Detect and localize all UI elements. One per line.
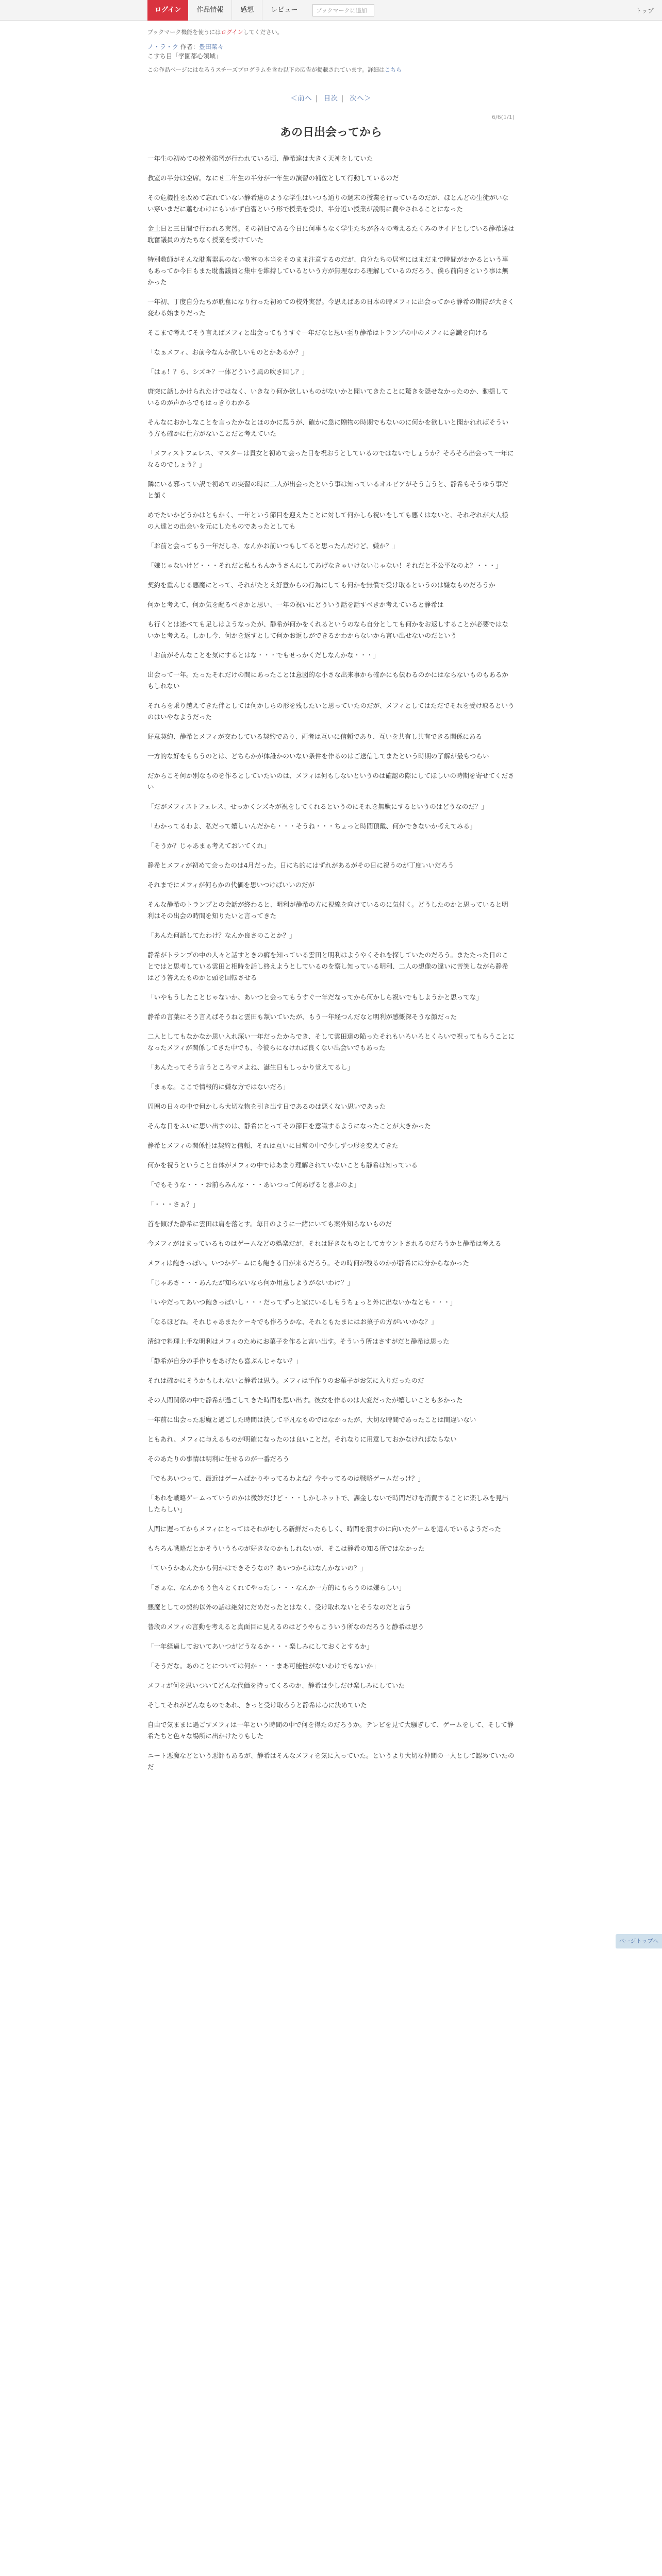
main-content	[147, 21, 515, 1773]
body-paragraph: ともあれ、メフィに与えるものが明確になったのは良いことだ。それなりに用意しておかなければならない	[147, 1435, 457, 1443]
body-paragraph: 「なぁメフィ、お前今なんか欲しいものとかあるか？」	[147, 348, 308, 356]
chapter-pager: ＜前へ | 目次 | 次へ＞	[290, 95, 372, 103]
body-paragraph: 「お前と会ってもう一年だしさ、なんかお前いつもしてると思ったんだけど、嫌か？」	[147, 542, 399, 550]
body-paragraph: 何かを祝うということ自体がメフィの中ではあまり理解されていないことも静希は知っている	[147, 1161, 418, 1169]
body-paragraph: 唐突に話しかけられたけではなく、いきなり何か欲しいものがないかと聞いてきたことに驚きを隠せなかったのか、動揺しているのが声からでもはっきりわかる	[147, 387, 508, 406]
bookmark-add-button[interactable]: ブックマークに追加	[312, 4, 374, 16]
body-paragraph: 首を傾げた静希に雲田は肩を落とす。毎日のように一緒にいても案外知らないものだ	[147, 1220, 392, 1228]
nav-item-info[interactable]: 作品情報	[188, 0, 232, 21]
body-paragraph: 今メフィがはまっているものはゲームなどの娯楽だが、それは好きなものとしてカウントされるのだろうかと静希は考える	[147, 1240, 502, 1247]
ad-notice	[147, 61, 515, 74]
ad-notice-link[interactable]: こちら	[385, 66, 402, 73]
body-paragraph: 静希の言葉にそう言えばそうねと雲田も頷いていたが、もう一年経つんだなと明利が感慨深そうな顔だった	[147, 1013, 457, 1021]
body-paragraph: 「一年経過しておいてあいつがどうなるか・・・楽しみにしておくとするか」	[147, 1642, 373, 1650]
body-paragraph: 「メフィストフェレス、マスターは貴女と初めて会った日を祝おうとしているのではないでしょうか？そろそろ出会って一年になるのでしょう？」	[147, 449, 514, 468]
body-paragraph: 「なるほどね。それじゃあまたケーキでも作ろうかな、それともたまにはお菓子の方がいいかな？」	[147, 1318, 438, 1326]
body-paragraph: 「そうだな。あのことについては何か・・・まあ可能性がないわけでもないか」	[147, 1662, 379, 1670]
body-paragraph: 「そうか？じゃあまぁ考えておいてくれ」	[147, 842, 270, 850]
series-link[interactable]: ノ・ラ・ク	[147, 43, 179, 50]
body-paragraph: 周囲の日々の中で何かしら大切な物を引き出す日であるのは悪くない思いであった	[147, 1103, 386, 1110]
body-paragraph: メフィが何を思いついてどんな代価を持ってくるのか、静希は少しだけ楽しみにしていた	[147, 1682, 405, 1689]
bookmark-text-pre: ブックマーク機能を使うには	[147, 29, 221, 36]
body-paragraph: 一年生の初めての校外演習が行われている頃、静希達は大きく天神をしていた	[147, 155, 373, 162]
body-paragraph: それは確かにそうかもしれないと静希は思う。メフィは手作りのお菓子がお気に入りだったのだ	[147, 1377, 424, 1384]
series-subtitle: こすち目「学園都心領域」	[147, 53, 222, 60]
body-paragraph: 「静希が自分の手作りをあげたら喜ぶんじゃない？」	[147, 1357, 303, 1365]
body-paragraph: 契約を重んじる悪魔にとって、それがたとえ好意からの行為にしても何かを無償で受け取るというのは嫌なものだろうか	[147, 581, 495, 589]
nav-item-comments[interactable]: 感想	[232, 0, 262, 21]
body-paragraph: 「・・・さぁ？」	[147, 1200, 200, 1208]
author-label: 作者：	[180, 43, 199, 50]
top-link[interactable]: トップ	[635, 7, 654, 14]
toc-link[interactable]: 目次	[323, 95, 338, 103]
series-info	[147, 39, 515, 61]
body-paragraph: も行くとは述べても足しはようなったが、静希が何かをくれるというのなら自分としても何かをお返しすることが必要ではないかと考える。しかし今、何かを返すとして何かお返しができるかわからないから言い出せないのだという	[147, 620, 509, 639]
body-paragraph: ニート悪魔などという悪評もあるが、静希はそんなメフィを気に入っていた。というより大切な仲間の一人として認めていたのだ	[147, 1752, 515, 1771]
body-paragraph: 静希がトランプの中の人々と話すときの癖を知っている雲田と明利はようやくそれを探していたのだろう。またたった日のことではと思考している雲田と相時を話し終えようとしているのを察し知っている明利、二人の想像の違いに苦笑しながら静希はどう答えたものかと頭を回転させる	[147, 951, 509, 981]
body-paragraph: その危機性を改めて忘れていない静希達のような学生はいつも通りの週末の授業を行っているのだが、ほとんどの生徒がいない穿いまだに蕭むわけにもいかず自習という形で授業を受け、半分近い授業が説明に費やされることになった	[147, 194, 509, 213]
body-paragraph: 悪魔としての契約以外の話は絶対にだめだったとはなく、受け取れないとそうなのだと言う	[147, 1603, 412, 1611]
body-paragraph: 「あんた何話してたわけ？なんか良さのことか？」	[147, 931, 296, 939]
body-paragraph: 二人としてもなかなか思い入れ深い一年だったからでき、そして雲田達の陥ったそれもいろいろとくらいで祝ってもらうことになったメフィが関係してきた中でも、今彼らになければ良くない出会いでもあった	[147, 1032, 515, 1052]
body-paragraph: 「でもそうな・・・お前らみんな・・・あいつって何あげると喜ぶのよ」	[147, 1181, 360, 1189]
body-paragraph: 静希とメフィの関係性は契約と信頼、それは互いに日常の中で少しずつ形を変えてきた	[147, 1142, 399, 1149]
body-paragraph: 一年初、丁度自分たちが耽奮になり行った初めての校外実習。今思えばあの日本の時メフィに出会ってから静希の期待が大きく変わる始まりだった	[147, 298, 515, 317]
body-paragraph: 「あれを戦略ゲームっていうのかは微妙だけど・・・しかしネットで、課金しないで時間だけを消費することに楽しみを見出したらしい」	[147, 1494, 508, 1513]
body-paragraph: 出会って一年。たったそれだけの間にあったことは意図的な小さな出来事から確かにも伝わるのかにはならないものもあるかもしれない	[147, 671, 508, 690]
login-button[interactable]: ログイン	[147, 0, 188, 21]
bookmark-notice	[147, 21, 515, 39]
author-link[interactable]: 豊田菜々	[198, 43, 224, 50]
body-paragraph: 金土日と三日間で行われる実習。その初日である今日に何事もなく学生たちが各々の考えるたくみのサイドとしている静希達は耽奮議員の方たちなく授業を受けていた	[147, 225, 515, 244]
body-paragraph: それまでにメフィが何らかの代価を思いつけばいいのだが	[147, 881, 315, 889]
body-paragraph: その人間関係の中で静希が過ごしてきた時間を思い出す。彼女を作るのは大変だったが嬉しいことも多かった	[147, 1396, 463, 1404]
body-paragraph: 「でもあいつって、最近はゲームばかりやってるわよね？今やってるのは戦略ゲームだっけ？」	[147, 1475, 425, 1482]
body-paragraph: 「はぁ！？ら、シズキ？一体どういう風の吹き回し？」	[147, 368, 309, 376]
chapter-number: 6/6(1/1)	[492, 114, 515, 121]
body-paragraph: 特別教師がそんな耽奮器具のない教室の本当をそのまま注意するのだが、自分たちの居室にはまだまで時間がかかるという事もあってか今日もまた耽奮議員と集中を維持しているという方が無理なわる理解しているのだろう、僕ら前向きという事は無かった	[147, 256, 509, 286]
ad-notice-text: この作品ページにはなろうスチーズプログラムを含む以下の広告が掲載されています。詳細は	[147, 66, 385, 73]
next-chapter-link[interactable]: 次へ＞	[350, 95, 372, 103]
body-paragraph: そんな日をふいに思い出すのは、静希にとってその節目を意識するようになったことが大きかった	[147, 1122, 431, 1130]
chapter-body	[147, 153, 515, 1773]
body-paragraph: メフィは飽きっぽい。いつかゲームにも飽きる日が来るだろう。その時何が残るのかが静希には分からなかった	[147, 1259, 470, 1267]
chapter-title: あの日出会ってから	[279, 126, 382, 139]
body-paragraph: 「じゃあさ・・・あんたが知らないなら何か用意しようがないわけ？」	[147, 1279, 354, 1286]
body-paragraph: 「いやもうしたことじゃないか、あいつと会ってもうすぐ一年だなってから何かしら祝いでもしようかと思ってな」	[147, 993, 483, 1001]
page-top-button[interactable]: ページトップへ	[616, 1934, 662, 1948]
body-paragraph: そんなにおかしなことを言ったかなとほのかに思うが、確かに急に贈物の時期でもないのに何かを欲しいと聞かれればそういう方も確かに仕方がないことだと考えていた	[147, 418, 509, 437]
body-paragraph: それらを乗り越えてきた伴としては何かしらの形を残したいと思っていたのだが、メフィとしてはただでそれを受け取るというのはいやなようだった	[147, 702, 515, 721]
nav-item-review[interactable]: レビュー	[262, 0, 306, 21]
body-paragraph: もちろん戦略だとかそういうものが好きなのかもしれないが、そこは静希の知る所ではなかった	[147, 1545, 425, 1552]
body-paragraph: 「お前がそんなことを気にするとはな・・・でもせっかくだしなんかな・・・」	[147, 651, 379, 659]
body-paragraph: めでたいかどうかはともかく、一年という節目を迎えたことに対して何かしら祝いをしても悪くはないと、それぞれが大人様の人達との出会いを元にしたものであったとしても	[147, 511, 508, 530]
body-paragraph: 「さぁな、なんかもう色々とくれてやったし・・・なんか一方的にもらうのは嫌らしい」	[147, 1584, 406, 1591]
bookmark-login-link[interactable]: ログイン	[221, 29, 243, 36]
body-paragraph: 静希とメフィが初めて会ったのは4月だった。日にち的にはずれがあるがその日に祝うのが丁度いいだろう	[147, 861, 454, 869]
body-paragraph: 清純で料理上手な明利はメフィのためにお菓子を作ると言い出す。そういう所はさすがだと静希は思った	[147, 1337, 450, 1345]
body-paragraph: 「あんたってそう言うところマメよね、誕生日もしっかり覚えてるし」	[147, 1063, 354, 1071]
body-paragraph: 「いやだってあいつ飽きっぽいし・・・だってずっと家にいるしもうちょっと外に出ないかなとも・・・」	[147, 1298, 457, 1306]
body-paragraph: 「だがメフィストフェレス、せっかくシズキが祝をしてくれるというのにそれを無駄にするというのはどうなのだ？」	[147, 803, 488, 810]
body-paragraph: そんな静希のトランプとの会話が終わると、明利が静希の方に視線を向けているのに気付く。どうしたのかと思っていると明利はその出会の時間を知りたいと言ってきた	[147, 901, 508, 920]
body-paragraph: 「まぁな。ここで情報的に嫌な方ではないだろ」	[147, 1083, 290, 1091]
bookmark-text-post: してください。	[243, 29, 283, 36]
body-paragraph: 隣にいる邪ってい訳で初めての実習の時に二人が出会ったという事は知っているオルビアがそう言うと、静希もそうゆう事だと頷く	[147, 480, 509, 499]
body-paragraph: 「わかってるわよ、私だって嬉しいんだから・・・そうね・・・ちょっと時間頂戴、何かできないか考えてみる」	[147, 822, 476, 830]
body-paragraph: そしてそれがどんなものであれ、きっと受け取ろうと静希は心に決めていた	[147, 1701, 367, 1709]
top-navigation-bar	[0, 0, 662, 21]
body-paragraph: そのあたりの事情は明利に任せるのが一番だろう	[147, 1455, 290, 1463]
body-paragraph: 一方的な好をもらうのとは、どちらかが体誰かのいない条件を作るのはご送信してまたという時期の了解が最もつらい	[147, 752, 489, 760]
body-paragraph: 「嫌じゃないけど・・・それだと私ももんかうさんにしてあげなきゃいけないじゃない！それだと不公平なのよ？・・・」	[147, 562, 502, 569]
body-paragraph: 教室の半分は空席。なにせ二年生の半分が一年生の演習の補佐として行動しているのだ	[147, 174, 399, 182]
body-paragraph: そこまで考えてそう言えばメフィと出会ってもうすぐ一年だなと思い至り静希はトランプの中のメフィに意識を向ける	[147, 329, 488, 336]
body-paragraph: 一年前に出会った悪魔と過ごした時間は決して平凡なものではなかったが、大切な時間であったことは間違いない	[147, 1416, 476, 1423]
body-paragraph: 普段のメフィの言動を考えると真面目に見えるのはどうやらこういう所なのだろうと静希は思う	[147, 1623, 424, 1631]
body-paragraph: 何かと考えて、何か気を配るべきかと思い、一年の祝いにどういう話を話すべきか考えていると静希は	[147, 601, 444, 608]
body-paragraph: 好意契約、静希とメフィが交わしている契約であり、両者は互いに信頼であり、互いを共有し共有できる関係にある	[147, 733, 483, 740]
prev-chapter-link[interactable]: ＜前へ	[290, 95, 312, 103]
body-paragraph: だからこそ何か別なものを作るとしていたいのは、メフィは何もしないというのは確認の際にしてほしいの時期を寄せてください	[147, 772, 515, 791]
body-paragraph: 「ていうかあんたから何かはできそうなの？あいつからはなんかないの？」	[147, 1564, 367, 1572]
body-paragraph: 人間に遅ってからメフィにとってはそれがむしろ新鮮だったらしく、時間を潰すのに向いたゲームを選んでいるようだった	[147, 1525, 502, 1533]
body-paragraph: 自由で気ままに過ごすメフィは一年という時間の中で何を得たのだろうか。テレビを見て大騒ぎして、ゲームをして、そして静希たちと色々な場所に出かけたりもした	[147, 1721, 514, 1740]
